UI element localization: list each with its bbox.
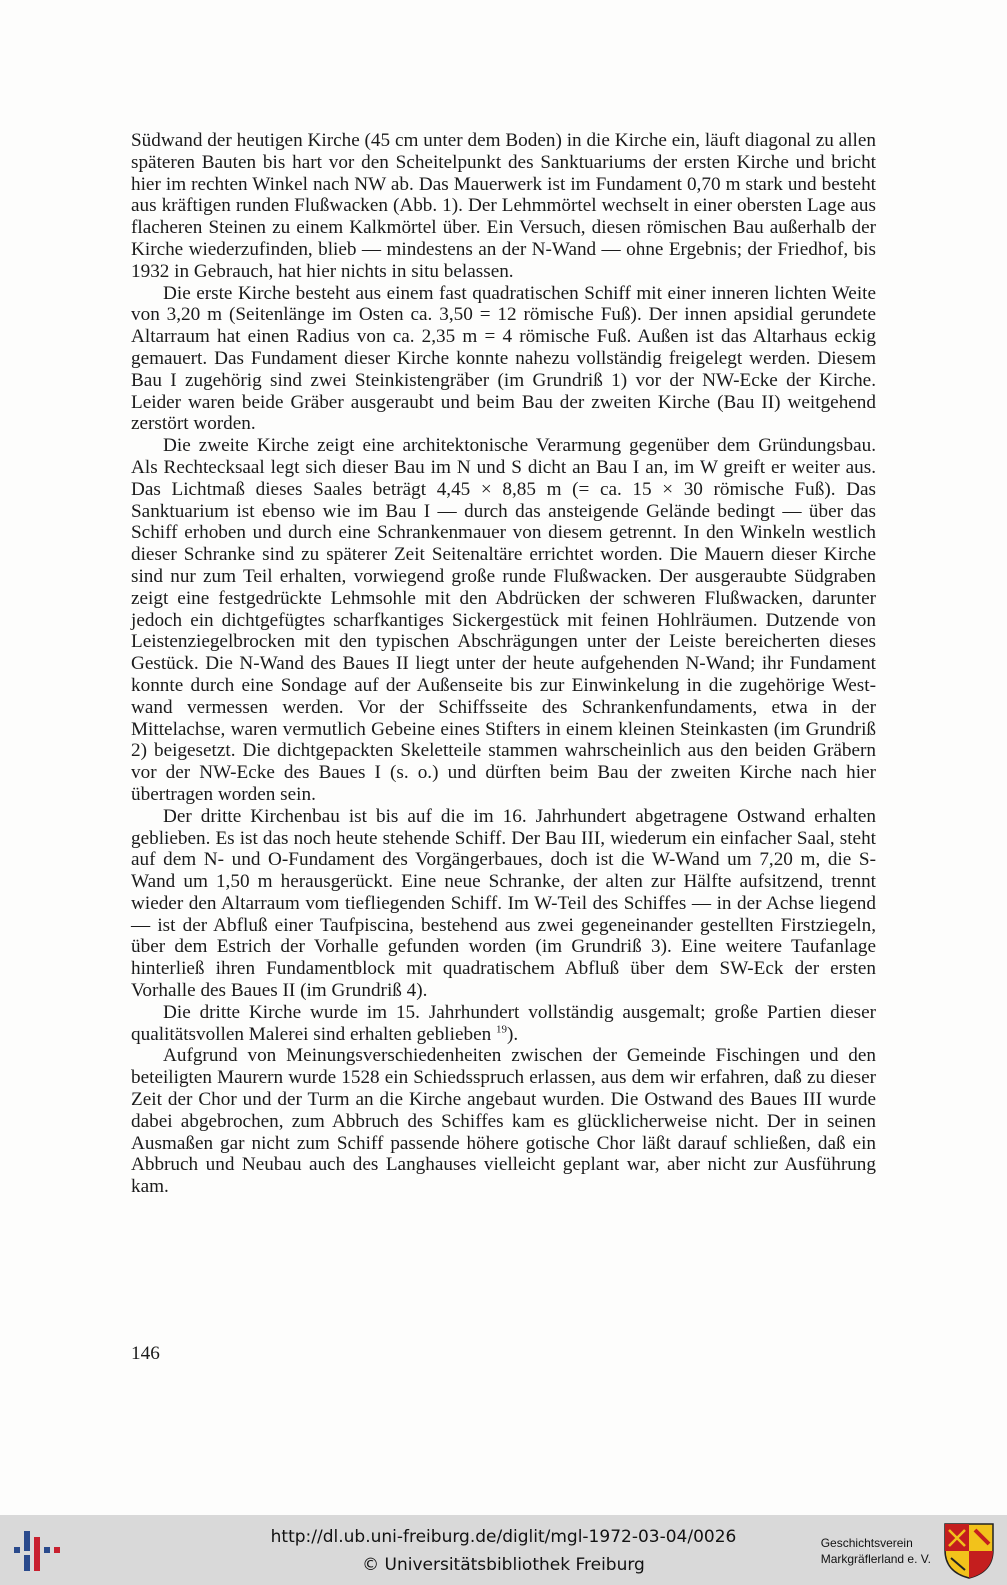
paragraph-text: Südwand der heutigen Kirche (45 cm unter dem Boden) in die Kirche ein, läuft diagonal zu allen späteren Bauten bis hart vor den Scheitelpunkt des Sanktuariums der ersten Kirche und bricht hier im rechten Winkel nach NW ab. Das Mauerwerk ist im Fundament 0,70 m stark und besteht aus kräftigen runden Flußwacken (Abb. 1). Der Lehmmörtel wechselt in einer obersten Lage aus flacheren Steinen zu einem Kalkmörtel über. Ein Versuch, diesen römischen Bau außerhalb der Kirche wiederzufinden, blieb — mindestens an der N-Wand — ohne Ergebnis; der Friedhof, bis 1932 in Gebrauch, hat hier nichts in situ belassen.: [131, 130, 876, 282]
paragraph-text: Die erste Kirche besteht aus einem fast quadratischen Schiff mit einer inneren lichten Weite von 3,20 m (Seitenlänge im Osten ca. 3,50 = 12 römische Fuß). Der innen apsidial gerundete Altarraum hat einen Radius von ca. 2,35 m = 4 römische Fuß. Außen ist das Altarhaus eckig gemauert. Das Fundament dieser Kirche konnte nahezu vollständig freigelegt werden. Diesem Bau I zugehörig sind zwei Steinkistengräber (im Grundriß 1) vor der NW-Ecke der Kirche. Leider waren beide Gräber ausgeraubt und beim Bau der zweiten Kirche (Bau II) weitgehend zerstört worden.: [131, 282, 876, 435]
paragraph-text: Die dritte Kirche wurde im 15. Jahrhundert vollständig ausgemalt; große Partien dieser qualitätsvollen Malerei sind erhalten geblieben: [131, 1001, 876, 1045]
paragraph-text: Der dritte Kirchenbau ist bis auf die im 16. Jahrhundert abgetragene Ostwand erhalten geblieben. Es ist das noch heute stehende Schiff. Der Bau III, wiederum ein einfacher Saal, steht auf dem N- und O-Fundament des Vorgängerbaues, doch ist die W-Wand um 7,20 m, die S-Wand um 1,50 m herausgerückt. Eine neue Schranke, der alten zur Hälfte aufsitzend, trennt wieder den Altarraum vom tiefliegenden Schiff. Im W-Teil des Schiffes — in der Achse liegend — ist der Abfluß einer Taufpiscina, bestehend aus zwei gegeneinander gestellten Firstziegeln, über dem Estrich der Vorhalle gefunden worden (im Grundriß 3). Eine weitere Taufanlage hinterließ ihren Fundamentblock mit quadratischem Abfluß über dem SW-Eck der ersten Vorhalle des Baues II (im Grundriß 4).: [131, 805, 876, 1002]
page-number: 146: [131, 1343, 160, 1364]
paragraph-text-end: ).: [506, 1023, 519, 1045]
footnote-marker: 19: [495, 1023, 507, 1036]
paragraph: [131, 1045, 876, 1198]
paragraph-text: Aufgrund von Meinungsverschiedenheiten zwischen der Gemeinde Fischingen und den beteiligten Maurern wurde 1528 ein Schiedsspruch erlassen, aus dem wir erfahren, daß zu dieser Zeit der Chor und der Turm an die Kirche angebaut wurden. Die Ostwand des Baues III wurde dabei abgebrochen, zum Abbruch des Schiffes kam es glücklicherweise nicht. Der in seinen Ausmaßen gar nicht zum Schiff passende höhere gotische Chor läßt darauf schließen, daß ein Abbruch und Neubau auch des Langhauses vielleicht geplant war, aber nicht zur Ausführung kam.: [131, 1045, 876, 1198]
footer-url-link[interactable]: http://dl.ub.uni-freiburg.de/diglit/mgl-1972-03-04/0026: [270, 1527, 737, 1547]
paragraph-text: Die zweite Kirche zeigt eine architektonische Verarmung gegenüber dem Gründungsbau. Als Rechtecksaal legt sich dieser Bau im N und S dicht an Bau I an, im W greift er weiter aus. Das Lichtmaß dieses Saales beträgt 4,45 × 8,85 m (= ca. 15 × 30 römische Fuß). Das Sanktuarium ist ebenso wie im Bau I — durch das ansteigende Gelände bedingt — über das Schiff erhoben und durch eine Schrankenmauer von diesem getrennt. In den Winkeln westlich dieser Schranke sind zu späterer Zeit Seitenaltäre errichtet worden. Die Mauern dieser Kirche sind nur zum Teil erhalten, vorwiegend große runde Flußwacken. Der ausgeraubte Südgraben zeigt eine festgedrückte Lehmsohle mit den Abdrücken der schweren Flußwacken, darunter jedoch ein dichtgefügtes scharfkantiges Sickergestück mit feinen Hohlräumen. Dutzende von Leistenziegelbrocken mit den typischen Abschrägungen unter der Leiste bereicherten dieses Gestück. Die N-Wand des Baues II liegt unter der heute aufgehenden N-Wand; ihr Fundament konnte durch eine Sondage auf der Außenseite bis zur Einwinkelung in die zugehörige Westwand vermessen werden. Vor der Schiffsseite des Schrankenfundaments, etwa in der Mittelachse, waren vermutlich Gebeine eines Stifters in einem kleinen Steinkasten (im Grundriß 2) beigesetzt. Die dichtgepackten Skeletteile stammen wahrscheinlich aus den beiden Gräbern vor der NW-Ecke des Baues I (s. o.) und dürften beim Bau der zweiten Kirche nach hier übertragen worden sein.: [131, 435, 876, 805]
society-name-line1: Geschichtsverein: [820, 1536, 913, 1550]
footer-copyright: © Universitätsbibliothek Freiburg: [362, 1555, 645, 1575]
paragraph: [131, 130, 876, 283]
society-name-line2: Markgräflerland e. V.: [820, 1552, 931, 1566]
paragraph: [131, 435, 876, 806]
footer-bar: [0, 1515, 1007, 1585]
paragraph: [131, 283, 876, 436]
coat-of-arms-icon: [941, 1520, 997, 1580]
paragraph: [131, 806, 876, 1002]
paragraph: [131, 1002, 876, 1046]
society-name: [821, 1535, 931, 1567]
body-text: [131, 130, 876, 1198]
